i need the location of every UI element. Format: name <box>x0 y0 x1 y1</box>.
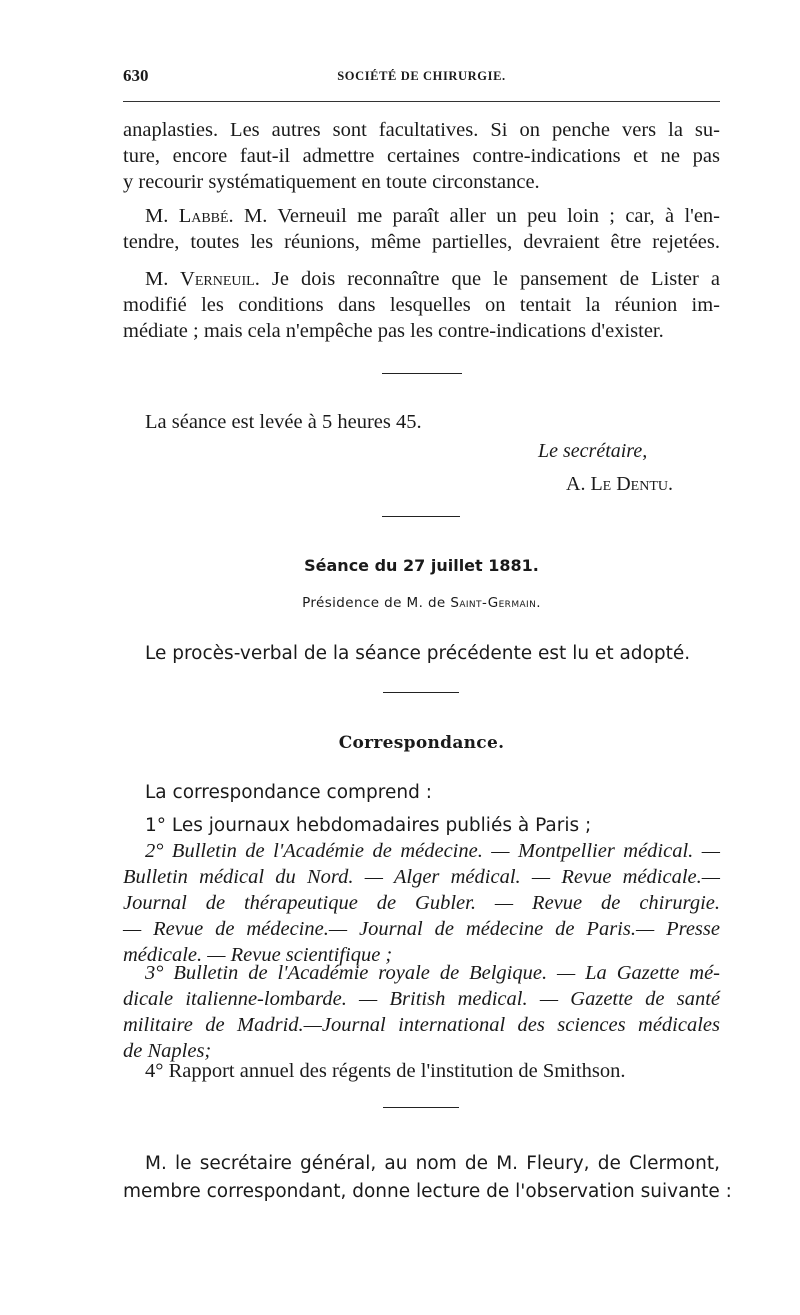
text-line: modifié les conditions dans lesquelles on tentait la réunion im- <box>123 294 720 316</box>
section-rule <box>382 373 462 374</box>
text-line: M. le secrétaire général, au nom de M. Fleury, de Clermont, <box>145 1153 720 1174</box>
text-line: médiate ; mais cela n'empêche pas les contre-indications d'exister. <box>123 320 664 342</box>
text-line: membre correspondant, donne lecture de l'observation suivante : <box>123 1181 732 1202</box>
presidence-prefix: Présidence de M. de <box>302 595 446 611</box>
paragraph-labbe <box>123 203 720 255</box>
text-line: Bulletin médical du Nord. — Alger médical. — Revue médicale.— <box>123 866 720 888</box>
text-line: ture, encore faut-il admettre certaines contre-indications et ne pas <box>123 145 720 167</box>
text-line: Journal de thérapeutique de Gubler. — Revue de chirurgie. <box>123 892 720 914</box>
page-header <box>123 66 720 90</box>
correspondance-item-4 <box>123 1058 720 1084</box>
speech-text: M. Verneuil me paraît aller un peu loin ; car, à l'en- <box>244 205 721 227</box>
section-rule <box>383 1107 459 1108</box>
correspondance-title: Correspondance. <box>338 733 505 753</box>
correspondance-intro: La correspondance comprend : <box>145 782 432 803</box>
text-line: 2° Bulletin de l'Académie de médecine. — Montpellier médical. — <box>145 840 720 862</box>
header-rule <box>123 101 720 102</box>
presidence-line <box>123 595 720 611</box>
section-rule <box>383 692 459 693</box>
text-line: y recourir systématiquement en toute circonstance. <box>123 171 540 193</box>
text-line <box>123 266 720 292</box>
speaker-name: M. Labbé. <box>145 205 234 227</box>
page-number: 630 <box>123 66 149 85</box>
paragraph-anaplasties <box>123 117 720 195</box>
text-line: médicale. — Revue scientifique ; <box>123 944 393 966</box>
text-line: anaplasties. Les autres sont facultatives. Si on penche vers la su- <box>123 119 720 141</box>
text-line: 3° Bulletin de l'Académie royale de Belgique. — La Gazette mé- <box>145 962 720 984</box>
speech-text: Je dois reconnaître que le pansement de Lister a <box>271 268 721 290</box>
final-paragraph <box>123 1150 732 1206</box>
president-name: Saint-Germain. <box>450 595 541 611</box>
correspondance-item-1: 1° Les journaux hebdomadaires publiés à Paris ; <box>145 815 592 836</box>
text-line: — Revue de médecine.— Journal de médecine de Paris.— Presse <box>123 918 720 940</box>
secretary-prefix: A. Le <box>566 473 612 495</box>
paragraph-verneuil <box>123 266 720 344</box>
correspondance-item-2 <box>123 838 720 968</box>
closing-line <box>123 409 720 435</box>
secretary-name: Dentu. <box>616 473 673 495</box>
item-4-text: 4° Rapport annuel des régents de l'institution de Smithson. <box>145 1060 626 1082</box>
seance-title: Séance du 27 juillet 1881. <box>304 556 539 575</box>
text-line <box>123 203 720 229</box>
text-line: de Naples; <box>123 1040 212 1062</box>
section-rule <box>382 516 460 517</box>
secretary-title: Le secrétaire, <box>538 440 648 462</box>
speaker-name: M. Verneuil. <box>145 268 260 290</box>
minutes-line: Le procès-verbal de la séance précédente est lu et adopté. <box>145 643 691 664</box>
running-head: SOCIÉTÉ DE CHIRURGIE. <box>337 69 506 83</box>
text-line: militaire de Madrid.—Journal international des sciences médicales <box>123 1014 720 1036</box>
text-line: tendre, toutes les réunions, même partielles, devraient être rejetées. <box>123 231 720 253</box>
text-line: dicale italienne-lombarde. — British medical. — Gazette de santé <box>123 988 720 1010</box>
closing-text: La séance est levée à 5 heures 45. <box>145 411 422 433</box>
correspondance-item-3 <box>123 960 720 1064</box>
secretary-signature <box>566 473 673 496</box>
